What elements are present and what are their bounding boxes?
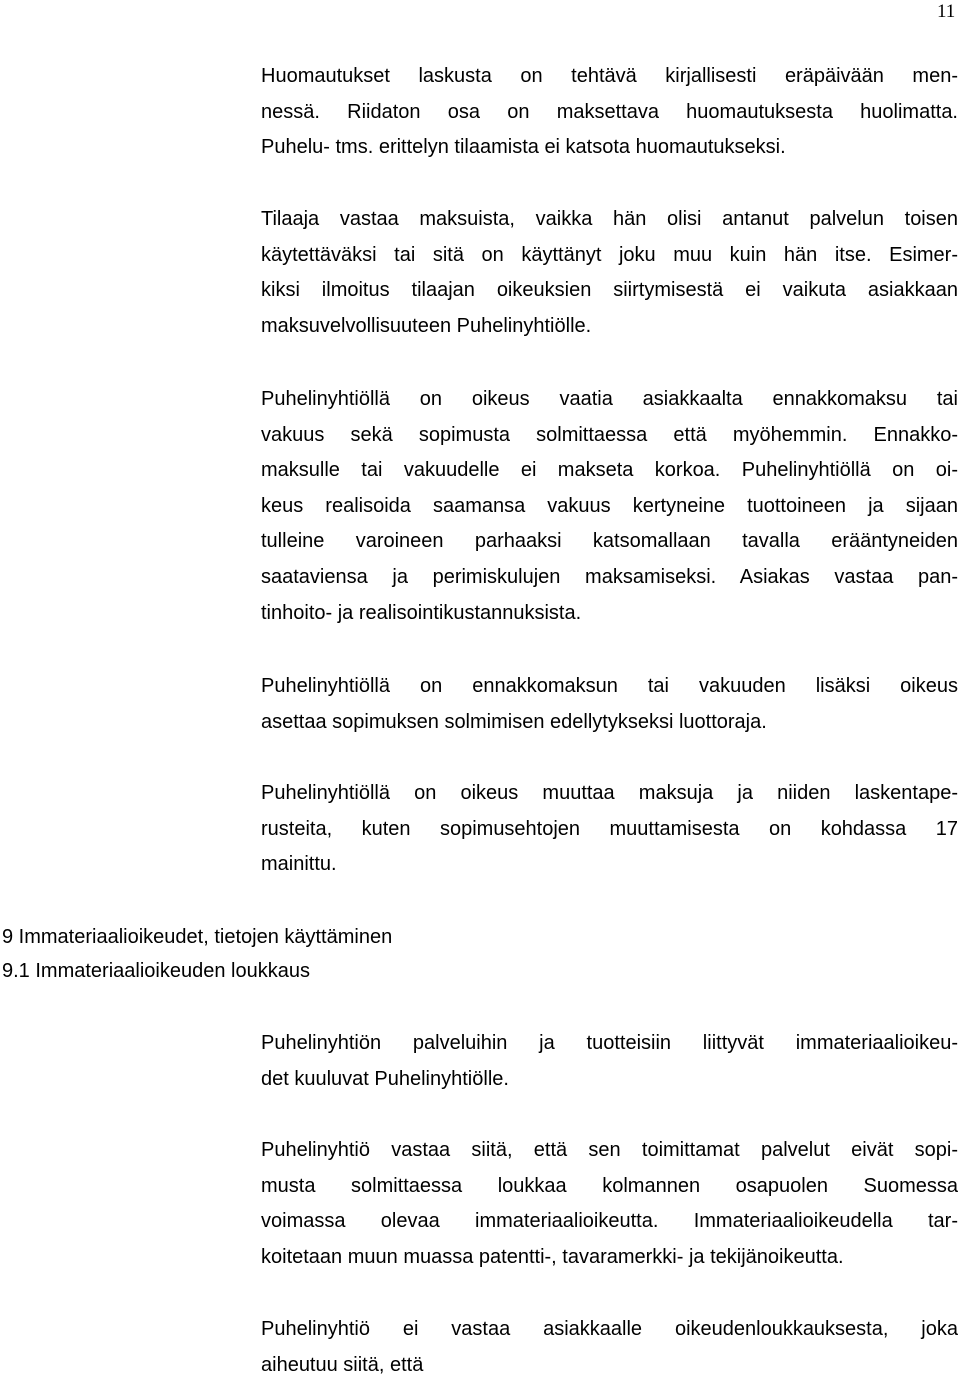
text-line: tulleine varoineen parhaaksi katsomallaan tavalla erääntyneiden <box>261 530 958 553</box>
paragraph-invoice-complaints <box>261 59 958 166</box>
paragraph-liability-exclusion <box>261 1312 958 1383</box>
text-line: Puhelinyhtiön palveluihin ja tuotteisiin liittyvät immateriaalioikeu- <box>261 1032 958 1054</box>
text-line: Puhelu- tms. erittelyn tilaamista ei katsota huomautukseksi. <box>261 136 786 159</box>
text-line: det kuuluvat Puhelinyhtiölle. <box>261 1067 509 1090</box>
text-line: Huomautukset laskusta on tehtävä kirjallisesti eräpäivään men- <box>261 65 958 87</box>
paragraph-credit-limit <box>261 669 958 740</box>
paragraph-price-changes <box>261 776 958 883</box>
text-line: saataviensa ja perimiskulujen maksamiseksi. Asiakas vastaa pan- <box>261 565 958 588</box>
page-number: 11 <box>937 1 956 22</box>
paragraph-ip-infringement <box>261 1133 958 1275</box>
text-line: nessä. Riidaton osa on maksettava huomautuksesta huolimatta. <box>261 100 958 123</box>
subsection-heading: 9.1 Immateriaalioikeuden loukkaus <box>2 960 310 982</box>
text-line: Puhelinyhtiö vastaa siitä, että sen toimittamat palvelut eivät sopi- <box>261 1139 958 1161</box>
text-line: mainittu. <box>261 853 337 876</box>
text-line: maksuvelvollisuuteen Puhelinyhtiölle. <box>261 314 592 337</box>
text-line: maksulle tai vakuudelle ei makseta korkoa. Puhelinyhtiöllä on oi- <box>261 459 958 482</box>
text-line: Puhelinyhtiö ei vastaa asiakkaalle oikeudenloukkauksesta, joka <box>261 1318 958 1340</box>
text-line: rusteita, kuten sopimusehtojen muuttamisesta on kohdassa 17 <box>261 817 958 840</box>
paragraph-ip-rights <box>261 1026 958 1097</box>
text-line: musta solmittaessa loukkaa kolmannen osapuolen Suomessa <box>261 1174 958 1197</box>
text-line: Puhelinyhtiöllä on oikeus muuttaa maksuja ja niiden laskentape- <box>261 782 958 804</box>
text-line: Puhelinyhtiöllä on ennakkomaksun tai vakuuden lisäksi oikeus <box>261 675 958 697</box>
section-heading: 9 Immateriaalioikeudet, tietojen käyttäminen <box>2 926 393 948</box>
paragraph-subscriber-liability <box>261 202 958 344</box>
text-line: tinhoito- ja realisointikustannuksista. <box>261 601 582 624</box>
text-line: koitetaan muun muassa patentti-, tavaramerkki- ja tekijänoikeutta. <box>261 1245 844 1268</box>
paragraph-advance-payment <box>261 382 958 631</box>
text-line: käytettäväksi tai sitä on käyttänyt joku muu kuin hän itse. Esimer- <box>261 243 958 266</box>
text-line: kiksi ilmoitus tilaajan oikeuksien siirtymisestä ei vaikuta asiakkaan <box>261 279 958 302</box>
text-line: Puhelinyhtiöllä on oikeus vaatia asiakkaalta ennakkomaksu tai <box>261 388 958 410</box>
text-line: voimassa olevaa immateriaalioikeutta. Immateriaalioikeudella tar- <box>261 1210 958 1233</box>
text-line: asettaa sopimuksen solmimisen edellytykseksi luottoraja. <box>261 710 767 733</box>
text-line: Tilaaja vastaa maksuista, vaikka hän olisi antanut palvelun toisen <box>261 208 958 230</box>
text-line: vakuus sekä sopimusta solmittaessa että myöhemmin. Ennakko- <box>261 423 958 446</box>
text-line: keus realisoida saamansa vakuus kertyneine tuottoineen ja sijaan <box>261 494 958 517</box>
text-line: aiheutuu siitä, että <box>261 1353 424 1376</box>
